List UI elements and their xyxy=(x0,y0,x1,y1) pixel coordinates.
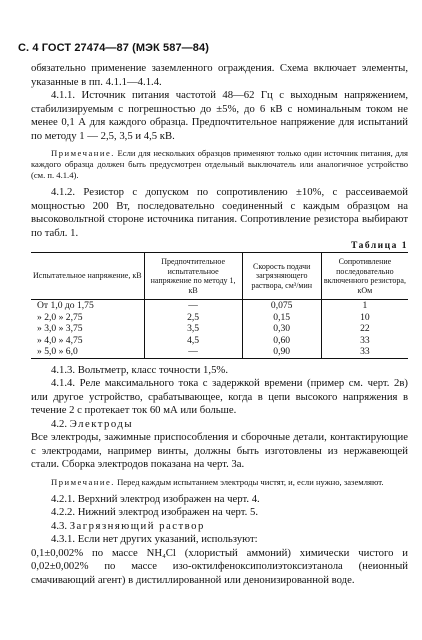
paragraph-4-1-2: 4.1.2. Резистор с допуском по сопротивлению ±10%, с рассеиваемой мощностью 200 Вт, последовательно соединенный с каждым образцом на высоковольтной стороне источника питания. Сопротивление резистора выбирают по табл. 1. xyxy=(31,186,408,239)
note-electrodes xyxy=(31,477,408,488)
table-cell: » 2,0 » 2,75 xyxy=(37,311,83,323)
paragraph-intro: обязательно применение заземленного ограждения. Схема включает элементы, указанные в пп. 4.1.1—4.1.4. xyxy=(31,62,408,88)
preferred-voltage-column xyxy=(144,300,242,359)
table-cell: » 3,0 » 3,75 xyxy=(37,323,83,335)
note-label: Примечание. xyxy=(51,476,115,487)
paragraph-4-2-1: 4.2.1. Верхний электрод изображен на черт. 4. xyxy=(51,492,260,505)
table-cell: » 4,0 » 4,75 xyxy=(37,334,83,346)
paragraph-4-1-3: 4.1.3. Вольтметр, класс точности 1,5%. xyxy=(51,363,228,376)
document-body xyxy=(31,62,408,587)
section-heading-solution xyxy=(31,520,408,534)
section-number: 4.2. xyxy=(51,417,70,430)
table-cell: 33 xyxy=(360,334,370,346)
table-cell: 2,5 xyxy=(187,311,200,323)
table-cell: 0,075 xyxy=(270,300,293,311)
paragraph-4-1-4: 4.1.4. Реле максимального тока с задержкой времени (пример см. черт. 2в) или другое устройство, срабатывающее, когда в цепи высокого напряжения в течение 2 с протекает ток 60 мА или больше. xyxy=(31,377,408,417)
note-text: Если для нескольких образцов применяют только один источник питания, для каждого образца должен быть предусмотрен отдельный выключатель или аналогичное устройство (см. п. 4.1.4). xyxy=(31,148,408,180)
resistance-column xyxy=(321,300,408,359)
section-number: 4.3. xyxy=(51,519,70,532)
table-header-cell: Сопротивление последовательно включенного резистора, кОм xyxy=(321,253,408,300)
paragraph-4-3-1: 4.3.1. Если нет других указаний, используют: xyxy=(51,533,258,546)
table-cell: 0,15 xyxy=(273,311,291,323)
table-cell: 22 xyxy=(360,323,370,335)
note-text: Перед каждым испытанием электроды чистят, и, если нужно, заземляют. xyxy=(114,476,384,487)
table-cell: 3,5 xyxy=(187,323,200,335)
section-title: Загрязняющий раствор xyxy=(69,519,205,532)
paragraph-solution-composition: 0,1±0,002% по массе NH₄Cl (хлористый аммоний) химически чистого и 0,02±0,002% по массе изо-октилфеноксиполиэтоксиэтанола (неионный смачивающий агент) в дистиллированной или денонизированной воде. xyxy=(31,546,408,586)
voltage-range-column xyxy=(31,300,144,359)
table-cell: 33 xyxy=(360,346,370,358)
table-caption: Таблица 1 xyxy=(350,241,408,251)
table-header-cell: Предпочтительное испытательное напряжение по методу 1, кВ xyxy=(144,253,242,300)
table-header-cell: Скорость подачи загрязняющего раствора, см³/мин xyxy=(242,253,321,300)
resistor-table xyxy=(31,252,408,359)
table-cell: — xyxy=(188,346,198,358)
section-title: Электроды xyxy=(69,417,134,430)
paragraph-4-2-2: 4.2.2. Нижний электрод изображен на черт. 5. xyxy=(51,506,258,519)
page-header: С. 4 ГОСТ 27474—87 (МЭК 587—84) xyxy=(18,42,209,54)
section-heading-electrodes xyxy=(31,418,408,432)
note-power-supply xyxy=(31,148,408,181)
note-label: Примечание. xyxy=(51,148,115,158)
table-header-cell: Испытательное напряжение, кВ xyxy=(31,253,144,300)
table-cell: » 5,0 » 6,0 xyxy=(37,346,78,358)
paragraph-4-1-1: 4.1.1. Источник питания частотой 48—62 Гц с выходным напряжением, стабилизируемым с погрешностью до ±5%, до 6 кВ с номинальным током не менее 0,1 А для каждого образца. Предпочтительное напряжение для испытаний по методу 1 — 2,5, 3,5 и 4,5 кВ. xyxy=(31,89,408,142)
table-cell: 10 xyxy=(360,311,370,323)
table-cell: 0,90 xyxy=(273,346,291,358)
table-cell: От 1,0 до 1,75 xyxy=(37,300,94,311)
table-cell: — xyxy=(188,300,198,311)
table-cell: 0,60 xyxy=(273,334,291,346)
table-row xyxy=(31,300,408,359)
paragraph-electrodes: Все электроды, зажимные приспособления и сборочные детали, контактирующие с электродами, например винты, должны быть изготовлены из нержавеющей стали. Сборка электродов показана на черт. 3а. xyxy=(31,431,408,471)
table-cell: 4,5 xyxy=(187,334,200,346)
table-cell: 1 xyxy=(362,300,368,311)
table-cell: 0,30 xyxy=(273,323,291,335)
flow-rate-column xyxy=(242,300,321,359)
table-header-row xyxy=(31,253,408,300)
